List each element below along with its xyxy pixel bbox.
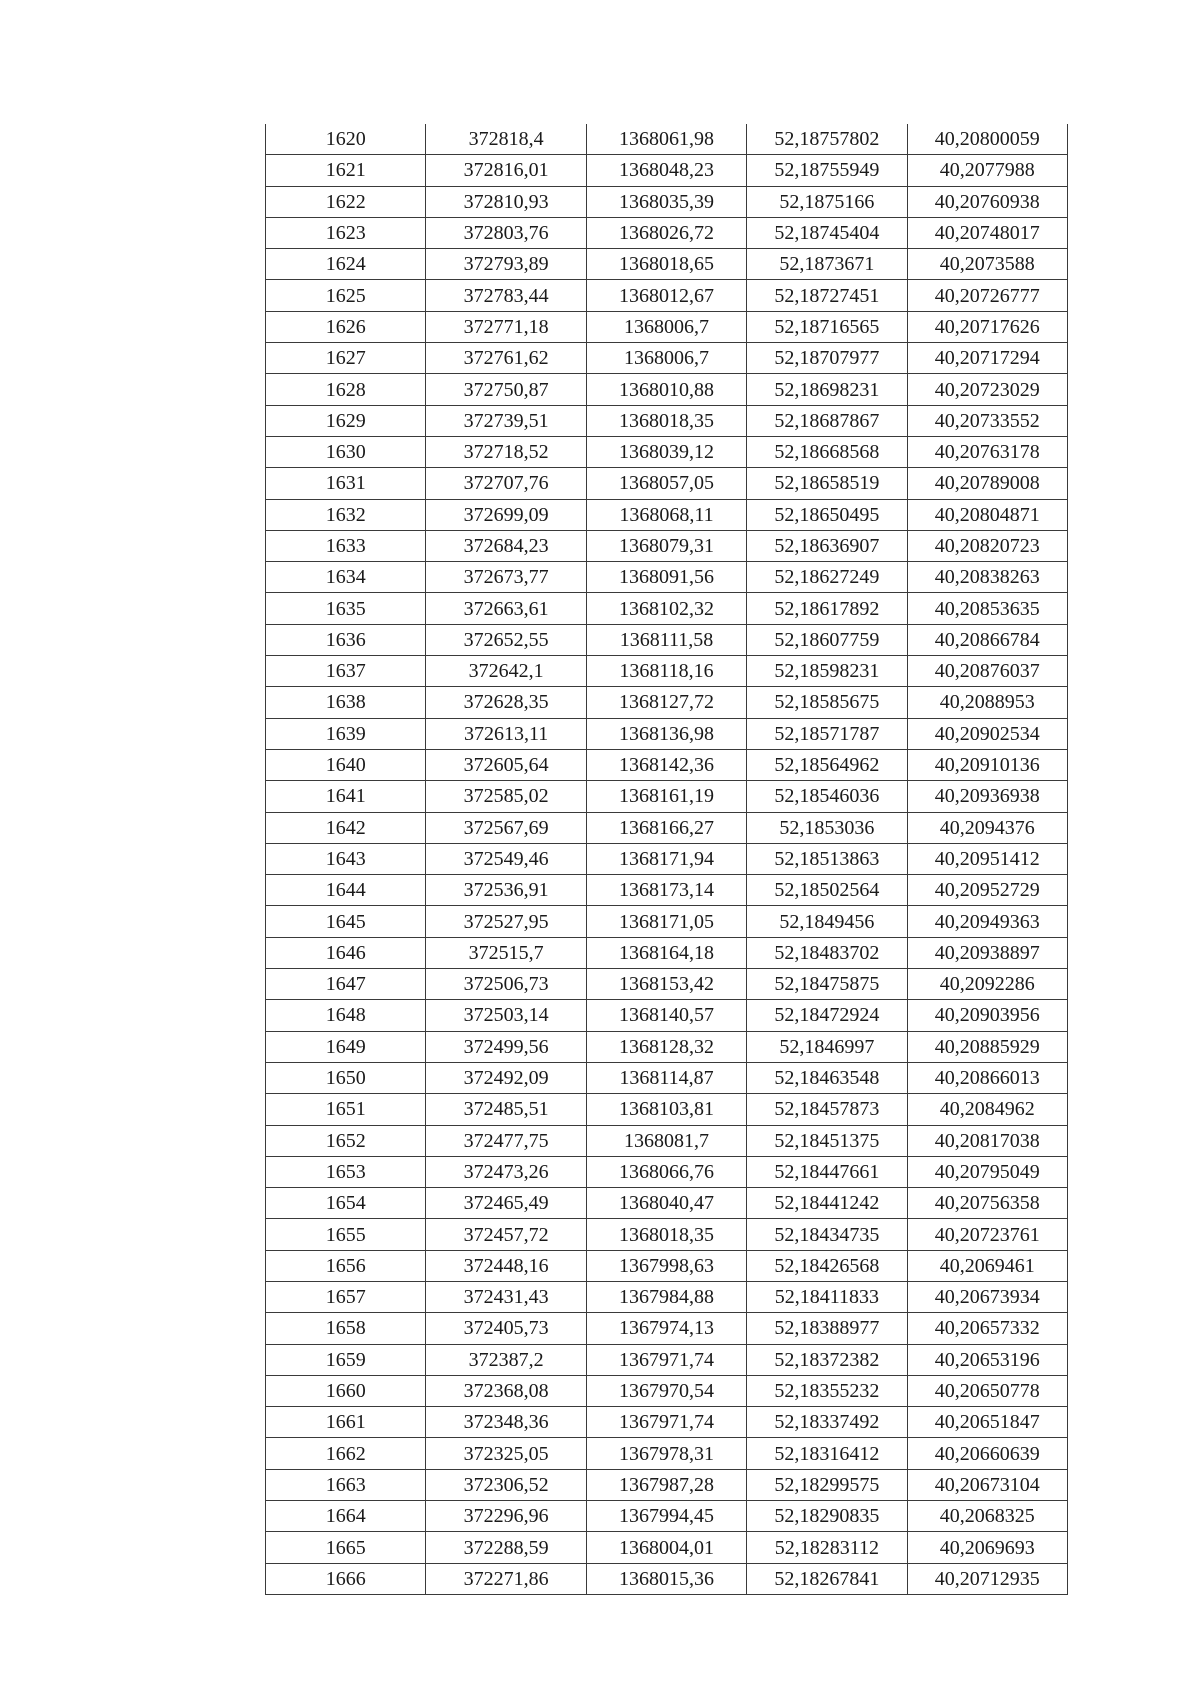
x-coordinate-cell: 372810,93: [426, 186, 586, 217]
y-coordinate-cell: 1368140,57: [586, 1000, 746, 1031]
table-row: [266, 969, 1068, 1000]
point-number-cell: 1637: [266, 656, 426, 687]
table-row: [266, 499, 1068, 530]
x-coordinate-cell: 372605,64: [426, 749, 586, 780]
point-number-cell: 1647: [266, 969, 426, 1000]
longitude-cell: 40,2088953: [907, 687, 1067, 718]
point-number-cell: 1656: [266, 1250, 426, 1281]
longitude-cell: 40,2094376: [907, 812, 1067, 843]
y-coordinate-cell: 1367971,74: [586, 1407, 746, 1438]
x-coordinate-cell: 372793,89: [426, 249, 586, 280]
x-coordinate-cell: 372673,77: [426, 562, 586, 593]
latitude-cell: 52,18513863: [747, 843, 907, 874]
table-row: [266, 311, 1068, 342]
table-row: [266, 436, 1068, 467]
x-coordinate-cell: 372387,2: [426, 1344, 586, 1375]
table-row: [266, 1438, 1068, 1469]
y-coordinate-cell: 1368040,47: [586, 1188, 746, 1219]
latitude-cell: 52,18475875: [747, 969, 907, 1000]
x-coordinate-cell: 372642,1: [426, 656, 586, 687]
longitude-cell: 40,20936938: [907, 781, 1067, 812]
longitude-cell: 40,20760938: [907, 186, 1067, 217]
table-row: [266, 155, 1068, 186]
point-number-cell: 1666: [266, 1563, 426, 1594]
longitude-cell: 40,20660639: [907, 1438, 1067, 1469]
y-coordinate-cell: 1368079,31: [586, 530, 746, 561]
latitude-cell: 52,18658519: [747, 468, 907, 499]
y-coordinate-cell: 1368171,94: [586, 843, 746, 874]
point-number-cell: 1648: [266, 1000, 426, 1031]
longitude-cell: 40,2069461: [907, 1250, 1067, 1281]
latitude-cell: 52,18757802: [747, 124, 907, 155]
x-coordinate-cell: 372684,23: [426, 530, 586, 561]
y-coordinate-cell: 1367971,74: [586, 1344, 746, 1375]
point-number-cell: 1650: [266, 1062, 426, 1093]
coordinates-table: [265, 124, 1068, 1595]
latitude-cell: 52,18687867: [747, 405, 907, 436]
longitude-cell: 40,20723029: [907, 374, 1067, 405]
point-number-cell: 1640: [266, 749, 426, 780]
x-coordinate-cell: 372405,73: [426, 1313, 586, 1344]
y-coordinate-cell: 1368061,98: [586, 124, 746, 155]
longitude-cell: 40,20817038: [907, 1125, 1067, 1156]
latitude-cell: 52,1853036: [747, 812, 907, 843]
x-coordinate-cell: 372536,91: [426, 875, 586, 906]
table-row: [266, 1344, 1068, 1375]
table-row: [266, 468, 1068, 499]
y-coordinate-cell: 1368026,72: [586, 217, 746, 248]
latitude-cell: 52,18698231: [747, 374, 907, 405]
point-number-cell: 1659: [266, 1344, 426, 1375]
longitude-cell: 40,20657332: [907, 1313, 1067, 1344]
latitude-cell: 52,18745404: [747, 217, 907, 248]
x-coordinate-cell: 372325,05: [426, 1438, 586, 1469]
x-coordinate-cell: 372628,35: [426, 687, 586, 718]
point-number-cell: 1660: [266, 1375, 426, 1406]
x-coordinate-cell: 372761,62: [426, 343, 586, 374]
point-number-cell: 1626: [266, 311, 426, 342]
table-row: [266, 405, 1068, 436]
point-number-cell: 1622: [266, 186, 426, 217]
y-coordinate-cell: 1368006,7: [586, 343, 746, 374]
longitude-cell: 40,2069693: [907, 1532, 1067, 1563]
latitude-cell: 52,18283112: [747, 1532, 907, 1563]
y-coordinate-cell: 1368127,72: [586, 687, 746, 718]
x-coordinate-cell: 372457,72: [426, 1219, 586, 1250]
point-number-cell: 1652: [266, 1125, 426, 1156]
longitude-cell: 40,20804871: [907, 499, 1067, 530]
longitude-cell: 40,2084962: [907, 1094, 1067, 1125]
x-coordinate-cell: 372477,75: [426, 1125, 586, 1156]
point-number-cell: 1628: [266, 374, 426, 405]
longitude-cell: 40,20951412: [907, 843, 1067, 874]
table-row: [266, 1219, 1068, 1250]
latitude-cell: 52,18426568: [747, 1250, 907, 1281]
y-coordinate-cell: 1367970,54: [586, 1375, 746, 1406]
point-number-cell: 1664: [266, 1501, 426, 1532]
table-row: [266, 624, 1068, 655]
longitude-cell: 40,20949363: [907, 906, 1067, 937]
longitude-cell: 40,20903956: [907, 1000, 1067, 1031]
latitude-cell: 52,1875166: [747, 186, 907, 217]
y-coordinate-cell: 1368057,05: [586, 468, 746, 499]
table-row: [266, 1501, 1068, 1532]
longitude-cell: 40,20726777: [907, 280, 1067, 311]
y-coordinate-cell: 1368018,65: [586, 249, 746, 280]
point-number-cell: 1649: [266, 1031, 426, 1062]
table-row: [266, 530, 1068, 561]
point-number-cell: 1630: [266, 436, 426, 467]
y-coordinate-cell: 1368173,14: [586, 875, 746, 906]
table-row: [266, 687, 1068, 718]
longitude-cell: 40,20651847: [907, 1407, 1067, 1438]
table-row: [266, 343, 1068, 374]
y-coordinate-cell: 1367998,63: [586, 1250, 746, 1281]
x-coordinate-cell: 372503,14: [426, 1000, 586, 1031]
x-coordinate-cell: 372567,69: [426, 812, 586, 843]
longitude-cell: 40,20902534: [907, 718, 1067, 749]
y-coordinate-cell: 1368048,23: [586, 155, 746, 186]
table-row: [266, 124, 1068, 155]
y-coordinate-cell: 1367984,88: [586, 1281, 746, 1312]
x-coordinate-cell: 372348,36: [426, 1407, 586, 1438]
longitude-cell: 40,20789008: [907, 468, 1067, 499]
point-number-cell: 1657: [266, 1281, 426, 1312]
table-row: [266, 937, 1068, 968]
y-coordinate-cell: 1368081,7: [586, 1125, 746, 1156]
table-row: [266, 1563, 1068, 1594]
table-row: [266, 280, 1068, 311]
latitude-cell: 52,18502564: [747, 875, 907, 906]
point-number-cell: 1655: [266, 1219, 426, 1250]
longitude-cell: 40,20748017: [907, 217, 1067, 248]
point-number-cell: 1621: [266, 155, 426, 186]
longitude-cell: 40,20938897: [907, 937, 1067, 968]
x-coordinate-cell: 372271,86: [426, 1563, 586, 1594]
table-row: [266, 1375, 1068, 1406]
latitude-cell: 52,18337492: [747, 1407, 907, 1438]
y-coordinate-cell: 1368010,88: [586, 374, 746, 405]
y-coordinate-cell: 1368114,87: [586, 1062, 746, 1093]
longitude-cell: 40,20763178: [907, 436, 1067, 467]
point-number-cell: 1661: [266, 1407, 426, 1438]
x-coordinate-cell: 372515,7: [426, 937, 586, 968]
point-number-cell: 1638: [266, 687, 426, 718]
table-row: [266, 217, 1068, 248]
point-number-cell: 1646: [266, 937, 426, 968]
y-coordinate-cell: 1368166,27: [586, 812, 746, 843]
point-number-cell: 1644: [266, 875, 426, 906]
point-number-cell: 1653: [266, 1156, 426, 1187]
latitude-cell: 52,18316412: [747, 1438, 907, 1469]
point-number-cell: 1658: [266, 1313, 426, 1344]
latitude-cell: 52,1846997: [747, 1031, 907, 1062]
latitude-cell: 52,18627249: [747, 562, 907, 593]
point-number-cell: 1627: [266, 343, 426, 374]
longitude-cell: 40,20795049: [907, 1156, 1067, 1187]
table-row: [266, 1188, 1068, 1219]
point-number-cell: 1654: [266, 1188, 426, 1219]
table-row: [266, 906, 1068, 937]
table-row: [266, 1250, 1068, 1281]
table-row: [266, 1000, 1068, 1031]
x-coordinate-cell: 372718,52: [426, 436, 586, 467]
table-row: [266, 656, 1068, 687]
longitude-cell: 40,20866013: [907, 1062, 1067, 1093]
latitude-cell: 52,18441242: [747, 1188, 907, 1219]
point-number-cell: 1639: [266, 718, 426, 749]
point-number-cell: 1645: [266, 906, 426, 937]
y-coordinate-cell: 1368004,01: [586, 1532, 746, 1563]
x-coordinate-cell: 372549,46: [426, 843, 586, 874]
table-row: [266, 186, 1068, 217]
latitude-cell: 52,1873671: [747, 249, 907, 280]
x-coordinate-cell: 372288,59: [426, 1532, 586, 1563]
y-coordinate-cell: 1368111,58: [586, 624, 746, 655]
longitude-cell: 40,20952729: [907, 875, 1067, 906]
longitude-cell: 40,20653196: [907, 1344, 1067, 1375]
x-coordinate-cell: 372663,61: [426, 593, 586, 624]
y-coordinate-cell: 1368012,67: [586, 280, 746, 311]
x-coordinate-cell: 372527,95: [426, 906, 586, 937]
point-number-cell: 1629: [266, 405, 426, 436]
point-number-cell: 1632: [266, 499, 426, 530]
longitude-cell: 40,20910136: [907, 749, 1067, 780]
point-number-cell: 1636: [266, 624, 426, 655]
latitude-cell: 52,18727451: [747, 280, 907, 311]
latitude-cell: 52,18636907: [747, 530, 907, 561]
longitude-cell: 40,20800059: [907, 124, 1067, 155]
table-row: [266, 1281, 1068, 1312]
y-coordinate-cell: 1368103,81: [586, 1094, 746, 1125]
latitude-cell: 52,18434735: [747, 1219, 907, 1250]
coordinates-table-body: [266, 124, 1068, 1594]
latitude-cell: 52,1849456: [747, 906, 907, 937]
longitude-cell: 40,2077988: [907, 155, 1067, 186]
latitude-cell: 52,18355232: [747, 1375, 907, 1406]
point-number-cell: 1623: [266, 217, 426, 248]
table-row: [266, 812, 1068, 843]
y-coordinate-cell: 1368068,11: [586, 499, 746, 530]
longitude-cell: 40,20717294: [907, 343, 1067, 374]
latitude-cell: 52,18755949: [747, 155, 907, 186]
longitude-cell: 40,20876037: [907, 656, 1067, 687]
point-number-cell: 1635: [266, 593, 426, 624]
x-coordinate-cell: 372783,44: [426, 280, 586, 311]
x-coordinate-cell: 372296,96: [426, 1501, 586, 1532]
latitude-cell: 52,18451375: [747, 1125, 907, 1156]
latitude-cell: 52,18372382: [747, 1344, 907, 1375]
y-coordinate-cell: 1368102,32: [586, 593, 746, 624]
latitude-cell: 52,18668568: [747, 436, 907, 467]
latitude-cell: 52,18290835: [747, 1501, 907, 1532]
latitude-cell: 52,18716565: [747, 311, 907, 342]
x-coordinate-cell: 372803,76: [426, 217, 586, 248]
y-coordinate-cell: 1368153,42: [586, 969, 746, 1000]
y-coordinate-cell: 1368091,56: [586, 562, 746, 593]
point-number-cell: 1625: [266, 280, 426, 311]
point-number-cell: 1643: [266, 843, 426, 874]
table-row: [266, 875, 1068, 906]
latitude-cell: 52,18564962: [747, 749, 907, 780]
x-coordinate-cell: 372707,76: [426, 468, 586, 499]
latitude-cell: 52,18411833: [747, 1281, 907, 1312]
table-row: [266, 718, 1068, 749]
y-coordinate-cell: 1368066,76: [586, 1156, 746, 1187]
x-coordinate-cell: 372448,16: [426, 1250, 586, 1281]
longitude-cell: 40,2073588: [907, 249, 1067, 280]
latitude-cell: 52,18650495: [747, 499, 907, 530]
table-row: [266, 1062, 1068, 1093]
longitude-cell: 40,20673934: [907, 1281, 1067, 1312]
longitude-cell: 40,20820723: [907, 530, 1067, 561]
y-coordinate-cell: 1368118,16: [586, 656, 746, 687]
table-row: [266, 1313, 1068, 1344]
point-number-cell: 1633: [266, 530, 426, 561]
point-number-cell: 1663: [266, 1469, 426, 1500]
longitude-cell: 40,20673104: [907, 1469, 1067, 1500]
latitude-cell: 52,18707977: [747, 343, 907, 374]
latitude-cell: 52,18472924: [747, 1000, 907, 1031]
latitude-cell: 52,18299575: [747, 1469, 907, 1500]
point-number-cell: 1634: [266, 562, 426, 593]
table-row: [266, 1031, 1068, 1062]
longitude-cell: 40,20885929: [907, 1031, 1067, 1062]
table-row: [266, 1407, 1068, 1438]
y-coordinate-cell: 1368039,12: [586, 436, 746, 467]
x-coordinate-cell: 372739,51: [426, 405, 586, 436]
table-row: [266, 749, 1068, 780]
y-coordinate-cell: 1368164,18: [586, 937, 746, 968]
x-coordinate-cell: 372699,09: [426, 499, 586, 530]
x-coordinate-cell: 372506,73: [426, 969, 586, 1000]
table-row: [266, 374, 1068, 405]
point-number-cell: 1665: [266, 1532, 426, 1563]
latitude-cell: 52,18607759: [747, 624, 907, 655]
point-number-cell: 1620: [266, 124, 426, 155]
point-number-cell: 1662: [266, 1438, 426, 1469]
table-row: [266, 593, 1068, 624]
x-coordinate-cell: 372473,26: [426, 1156, 586, 1187]
x-coordinate-cell: 372306,52: [426, 1469, 586, 1500]
latitude-cell: 52,18546036: [747, 781, 907, 812]
longitude-cell: 40,20756358: [907, 1188, 1067, 1219]
y-coordinate-cell: 1368006,7: [586, 311, 746, 342]
y-coordinate-cell: 1368018,35: [586, 405, 746, 436]
x-coordinate-cell: 372485,51: [426, 1094, 586, 1125]
latitude-cell: 52,18585675: [747, 687, 907, 718]
y-coordinate-cell: 1368136,98: [586, 718, 746, 749]
x-coordinate-cell: 372465,49: [426, 1188, 586, 1219]
longitude-cell: 40,20838263: [907, 562, 1067, 593]
table-row: [266, 781, 1068, 812]
x-coordinate-cell: 372585,02: [426, 781, 586, 812]
point-number-cell: 1631: [266, 468, 426, 499]
latitude-cell: 52,18571787: [747, 718, 907, 749]
longitude-cell: 40,20712935: [907, 1563, 1067, 1594]
latitude-cell: 52,18463548: [747, 1062, 907, 1093]
longitude-cell: 40,20717626: [907, 311, 1067, 342]
point-number-cell: 1642: [266, 812, 426, 843]
longitude-cell: 40,20853635: [907, 593, 1067, 624]
table-row: [266, 1532, 1068, 1563]
latitude-cell: 52,18447661: [747, 1156, 907, 1187]
point-number-cell: 1651: [266, 1094, 426, 1125]
longitude-cell: 40,20866784: [907, 624, 1067, 655]
y-coordinate-cell: 1368015,36: [586, 1563, 746, 1594]
table-row: [266, 843, 1068, 874]
y-coordinate-cell: 1368128,32: [586, 1031, 746, 1062]
y-coordinate-cell: 1367974,13: [586, 1313, 746, 1344]
longitude-cell: 40,20650778: [907, 1375, 1067, 1406]
x-coordinate-cell: 372613,11: [426, 718, 586, 749]
x-coordinate-cell: 372750,87: [426, 374, 586, 405]
latitude-cell: 52,18483702: [747, 937, 907, 968]
x-coordinate-cell: 372818,4: [426, 124, 586, 155]
latitude-cell: 52,18457873: [747, 1094, 907, 1125]
longitude-cell: 40,20723761: [907, 1219, 1067, 1250]
x-coordinate-cell: 372771,18: [426, 311, 586, 342]
table-row: [266, 1125, 1068, 1156]
x-coordinate-cell: 372368,08: [426, 1375, 586, 1406]
y-coordinate-cell: 1368161,19: [586, 781, 746, 812]
y-coordinate-cell: 1367994,45: [586, 1501, 746, 1532]
x-coordinate-cell: 372816,01: [426, 155, 586, 186]
x-coordinate-cell: 372492,09: [426, 1062, 586, 1093]
point-number-cell: 1641: [266, 781, 426, 812]
table-row: [266, 249, 1068, 280]
longitude-cell: 40,2068325: [907, 1501, 1067, 1532]
latitude-cell: 52,18267841: [747, 1563, 907, 1594]
y-coordinate-cell: 1368035,39: [586, 186, 746, 217]
x-coordinate-cell: 372652,55: [426, 624, 586, 655]
y-coordinate-cell: 1368142,36: [586, 749, 746, 780]
x-coordinate-cell: 372499,56: [426, 1031, 586, 1062]
longitude-cell: 40,20733552: [907, 405, 1067, 436]
y-coordinate-cell: 1367987,28: [586, 1469, 746, 1500]
x-coordinate-cell: 372431,43: [426, 1281, 586, 1312]
point-number-cell: 1624: [266, 249, 426, 280]
latitude-cell: 52,18598231: [747, 656, 907, 687]
table-row: [266, 1469, 1068, 1500]
y-coordinate-cell: 1368171,05: [586, 906, 746, 937]
table-row: [266, 1094, 1068, 1125]
latitude-cell: 52,18388977: [747, 1313, 907, 1344]
latitude-cell: 52,18617892: [747, 593, 907, 624]
longitude-cell: 40,2092286: [907, 969, 1067, 1000]
table-row: [266, 562, 1068, 593]
table-row: [266, 1156, 1068, 1187]
y-coordinate-cell: 1367978,31: [586, 1438, 746, 1469]
y-coordinate-cell: 1368018,35: [586, 1219, 746, 1250]
